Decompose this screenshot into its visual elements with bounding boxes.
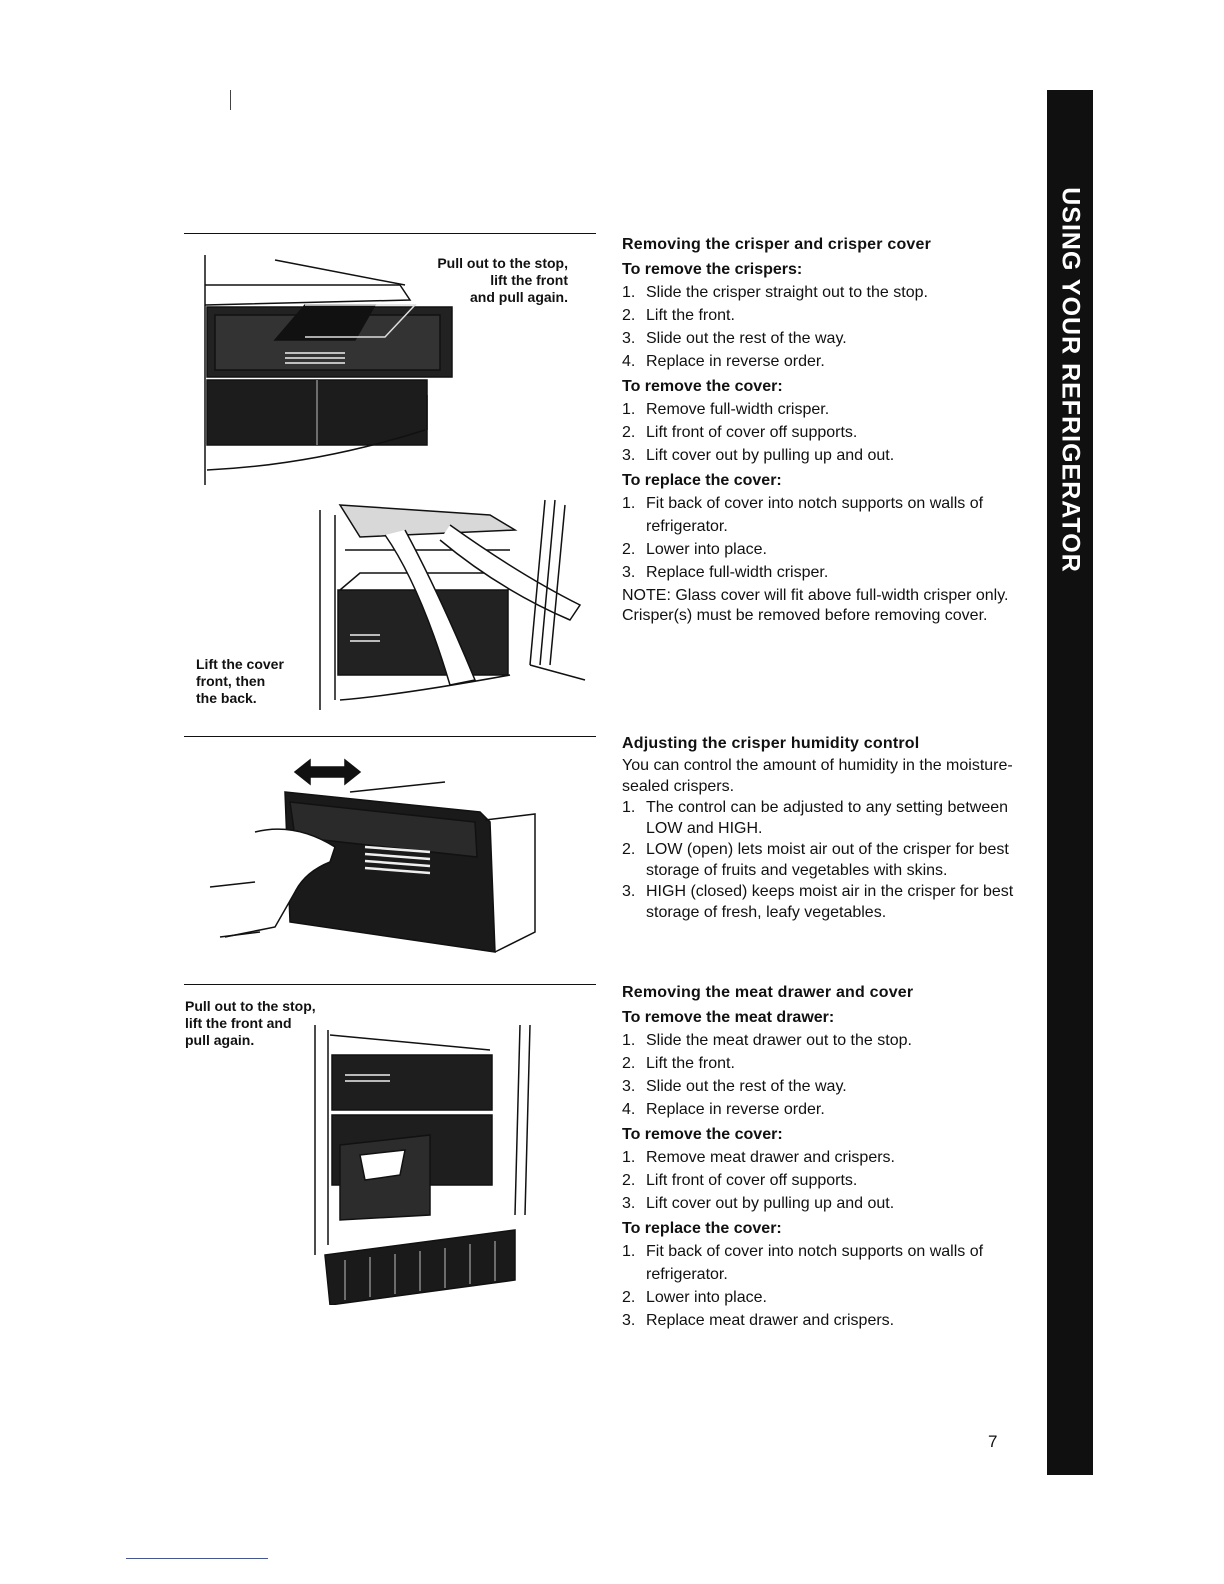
- subheading: To replace the cover:: [622, 1220, 782, 1237]
- step-text: Fit back of cover into notch supports on walls of refrigerator.: [646, 495, 984, 535]
- steps-list: [622, 492, 1022, 584]
- step-text: Replace full-width crisper.: [646, 564, 829, 581]
- rule-fig1: [184, 233, 596, 234]
- note-label: NOTE:: [622, 587, 671, 604]
- step-number: 1.: [622, 1149, 636, 1166]
- list-item: [622, 1075, 1022, 1098]
- step-number: 1.: [622, 1032, 636, 1049]
- list-item: [622, 561, 1022, 584]
- step-text: Lower into place.: [646, 1289, 767, 1306]
- subheading: To remove the cover:: [622, 378, 783, 395]
- list-item: [622, 538, 1022, 561]
- step-number: 2.: [622, 307, 636, 324]
- steps-list: [622, 1240, 1022, 1332]
- note-text: Glass cover will fit above full-width crisper only. Crisper(s) must be removed before removing cover.: [622, 587, 1009, 624]
- step-text: Lift cover out by pulling up and out.: [646, 447, 895, 464]
- list-item: [622, 797, 1022, 839]
- step-number: 1.: [622, 284, 636, 301]
- subheading: To remove the cover:: [622, 1126, 783, 1143]
- step-text: Lower into place.: [646, 541, 767, 558]
- step-number: 1.: [622, 799, 636, 816]
- step-number: 3.: [622, 1312, 636, 1329]
- caption-pull-out: [424, 255, 568, 306]
- section-remove-crisper: [622, 233, 1022, 626]
- caption-line: lift the front and: [185, 1015, 292, 1031]
- step-text: Slide out the rest of the way.: [646, 1078, 847, 1095]
- step-text: Slide out the rest of the way.: [646, 330, 847, 347]
- steps-list: [622, 1146, 1022, 1215]
- step-text: Remove full-width crisper.: [646, 401, 830, 418]
- caption-line: the back.: [196, 690, 257, 706]
- step-number: 3.: [622, 564, 636, 581]
- step-number: 3.: [622, 1078, 636, 1095]
- cover-lift-illustration: [300, 495, 595, 715]
- list-item: [622, 1029, 1022, 1052]
- subheading: To remove the crispers:: [622, 261, 803, 278]
- intro-text: You can control the amount of humidity in the moisture-sealed crispers.: [622, 757, 1013, 795]
- step-text: Replace in reverse order.: [646, 1101, 825, 1118]
- list-item: [622, 1240, 1022, 1286]
- step-text: Lift the front.: [646, 1055, 735, 1072]
- page-number: 7: [988, 1432, 998, 1451]
- caption-line: Lift the cover: [196, 656, 284, 672]
- caption-line: Pull out to the stop,: [437, 255, 568, 271]
- caption-lift-cover: [196, 656, 284, 707]
- step-text: Slide the meat drawer out to the stop.: [646, 1032, 912, 1049]
- list-item: [622, 1169, 1022, 1192]
- step-text: Lift cover out by pulling up and out.: [646, 1195, 895, 1212]
- subheading: To replace the cover:: [622, 472, 782, 489]
- list-item: [622, 881, 1022, 923]
- step-number: 1.: [622, 495, 636, 512]
- footer-rule: [126, 1558, 268, 1559]
- meat-drawer-illustration: [300, 1015, 550, 1305]
- list-item: [622, 421, 1022, 444]
- caption-line: lift the front: [490, 272, 568, 288]
- list-item: [622, 398, 1022, 421]
- humidity-control-illustration: [205, 752, 545, 972]
- section-humidity-control: [622, 732, 1022, 923]
- list-item: [622, 327, 1022, 350]
- step-number: 3.: [622, 1195, 636, 1212]
- step-text: Remove meat drawer and crispers.: [646, 1149, 895, 1166]
- scan-mark: [230, 90, 231, 110]
- step-text: Replace meat drawer and crispers.: [646, 1312, 895, 1329]
- list-item: [622, 350, 1022, 373]
- list-item: [622, 1052, 1022, 1075]
- steps-list: [622, 398, 1022, 467]
- list-item: [622, 1098, 1022, 1121]
- step-text: LOW (open) lets moist air out of the crisper for best storage of fruits and vegetables with skins.: [646, 841, 1009, 879]
- step-number: 4.: [622, 353, 636, 370]
- steps-list: [622, 281, 1022, 373]
- section-title: Adjusting the crisper humidity control: [622, 735, 920, 752]
- step-number: 2.: [622, 424, 636, 441]
- step-text: Lift front of cover off supports.: [646, 424, 858, 441]
- step-text: Replace in reverse order.: [646, 353, 825, 370]
- caption-line: front, then: [196, 673, 266, 689]
- list-item: [622, 444, 1022, 467]
- double-arrow-icon: [295, 760, 360, 784]
- list-item: [622, 1286, 1022, 1309]
- list-item: [622, 492, 1022, 538]
- section-title: Removing the meat drawer and cover: [622, 984, 914, 1001]
- note: [622, 586, 1022, 626]
- caption-line: pull again.: [185, 1032, 255, 1048]
- steps-list: [622, 797, 1022, 923]
- step-number: 3.: [622, 330, 636, 347]
- step-number: 3.: [622, 883, 636, 900]
- caption-line: and pull again.: [469, 289, 568, 305]
- section-title: Removing the crisper and crisper cover: [622, 236, 932, 253]
- step-number: 1.: [622, 1243, 636, 1260]
- step-number: 2.: [622, 1289, 636, 1306]
- list-item: [622, 1309, 1022, 1332]
- step-number: 2.: [622, 541, 636, 558]
- list-item: [622, 1192, 1022, 1215]
- list-item: [622, 304, 1022, 327]
- step-number: 2.: [622, 1055, 636, 1072]
- step-number: 2.: [622, 841, 636, 858]
- list-item: [622, 281, 1022, 304]
- step-text: Lift the front.: [646, 307, 735, 324]
- list-item: [622, 1146, 1022, 1169]
- step-number: 1.: [622, 401, 636, 418]
- step-text: The control can be adjusted to any setting between LOW and HIGH.: [646, 799, 1009, 837]
- step-text: Fit back of cover into notch supports on walls of refrigerator.: [646, 1243, 984, 1283]
- list-item: [622, 839, 1022, 881]
- rule-fig3: [184, 984, 596, 985]
- steps-list: [622, 1029, 1022, 1121]
- caption-line: Pull out to the stop,: [185, 998, 316, 1014]
- step-text: HIGH (closed) keeps moist air in the crisper for best storage of fresh, leafy vegetables.: [646, 883, 1014, 921]
- step-number: 4.: [622, 1101, 636, 1118]
- step-text: Lift front of cover off supports.: [646, 1172, 858, 1189]
- step-text: Slide the crisper straight out to the stop.: [646, 284, 928, 301]
- section-meat-drawer: [622, 981, 1022, 1332]
- step-number: 2.: [622, 1172, 636, 1189]
- side-tab-label: USING YOUR REFRIGERATOR: [1056, 187, 1085, 573]
- caption-meat-drawer: [185, 998, 316, 1049]
- rule-fig2: [184, 736, 596, 737]
- step-number: 3.: [622, 447, 636, 464]
- subheading: To remove the meat drawer:: [622, 1009, 835, 1026]
